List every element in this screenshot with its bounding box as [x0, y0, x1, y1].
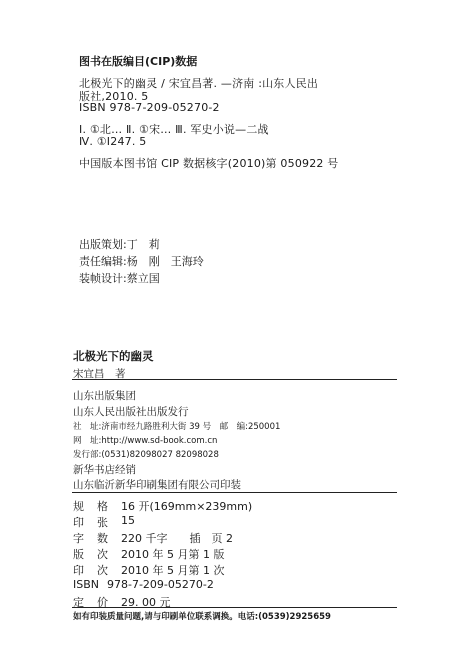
spec-label: 规格 — [73, 500, 121, 513]
divider-top — [72, 379, 397, 380]
publisher-address: 社 址:济南市经九路胜利大街 39 号 邮 编:250001 — [73, 422, 281, 432]
footer-notice: 如有印装质量问题,请与印刷单位联系调换。电话:(0539)2925659 — [73, 612, 331, 622]
divider-middle — [72, 492, 397, 493]
spec-row — [73, 514, 135, 530]
publisher-group: 山东出版集团 — [73, 390, 136, 402]
distributor: 新华书店经销 — [73, 464, 136, 476]
spec-value: 29. 00 元 — [121, 596, 171, 609]
credit-planner: 出版策划:丁 莉 — [79, 238, 160, 251]
publisher-issuer: 山东人民出版社出版发行 — [73, 406, 189, 418]
cip-line-1: 北极光下的幽灵 / 宋宜昌著. —济南 :山东人民出 — [79, 77, 319, 90]
publisher-website: 网 址:http://www.sd-book.com.cn — [73, 436, 218, 446]
spec-row — [73, 562, 224, 578]
spec-row — [73, 578, 214, 591]
cip-line-6: 中国版本图书馆 CIP 数据核字(2010)第 050922 号 — [79, 157, 339, 170]
spec-value: 15 — [121, 514, 135, 527]
cip-line-3: ISBN 978-7-209-05270-2 — [79, 101, 220, 114]
cip-title: 图书在版编目(CIP)数据 — [79, 55, 198, 68]
spec-value: 16 开(169mm×239mm) — [121, 500, 253, 513]
spec-value: 2010 年 5 月第 1 次 — [121, 564, 225, 577]
credit-designer: 装帧设计:蔡立国 — [79, 272, 160, 285]
divider-bottom — [72, 607, 397, 608]
spec-row — [73, 530, 233, 546]
printer: 山东临沂新华印刷集团有限公司印装 — [73, 479, 241, 491]
spec-label: 定价 — [73, 596, 121, 609]
spec-label: 版次 — [73, 548, 121, 561]
book-title: 北极光下的幽灵 — [73, 349, 154, 363]
publisher-phone: 发行部:(0531)82098027 82098028 — [73, 450, 219, 460]
spec-value: 978-7-209-05270-2 — [107, 578, 214, 591]
book-author: 宋宜昌 著 — [73, 368, 126, 380]
spec-row — [73, 546, 224, 562]
spec-label: ISBN — [73, 578, 100, 591]
spec-label: 字数 — [73, 532, 121, 545]
cip-line-4: Ⅰ. ①北… Ⅱ. ①宋… Ⅲ. 军史小说—二战 — [79, 123, 269, 136]
spec-label: 印次 — [73, 564, 121, 577]
credit-editor: 责任编辑:杨 刚 王海玲 — [79, 255, 204, 268]
cip-line-5: Ⅳ. ①I247. 5 — [79, 135, 147, 148]
spec-value: 220 千字 插 页 2 — [121, 532, 233, 545]
spec-label: 印张 — [73, 516, 121, 529]
spec-value: 2010 年 5 月第 1 版 — [121, 548, 225, 561]
spec-row — [73, 498, 252, 514]
cip-line-2: 版社,2010. 5 — [79, 90, 149, 103]
